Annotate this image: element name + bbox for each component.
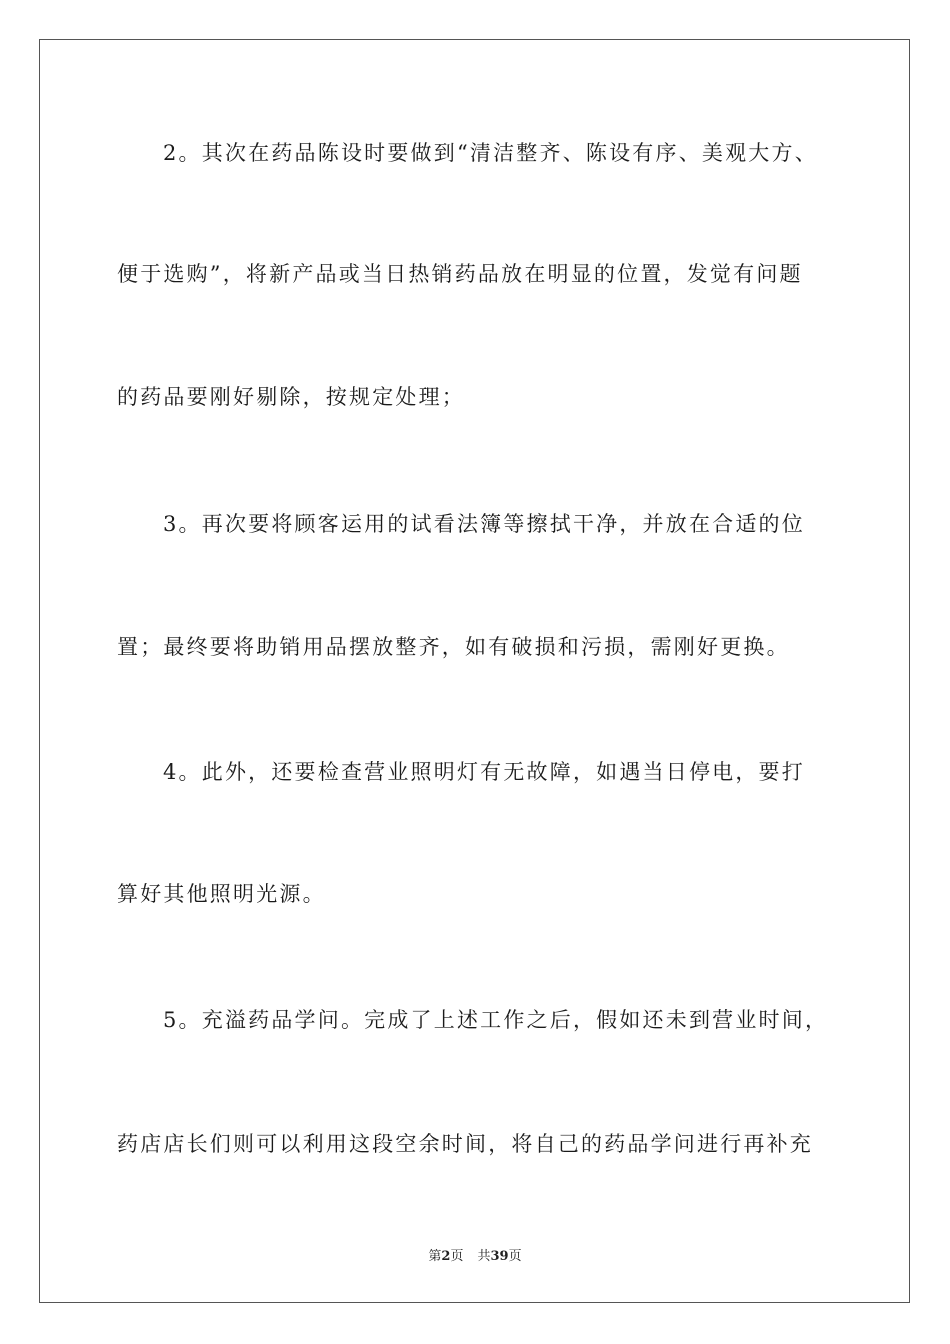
page-suffix: 页 xyxy=(450,1249,464,1264)
page-border xyxy=(39,39,910,1303)
page-number: 2 xyxy=(441,1249,451,1264)
paragraph-3-line-1: 3。再次要将顾客运用的试看法簿等擦拭干净，并放在合适的位 xyxy=(163,512,805,536)
paragraph-2-line-2: 便于选购”，将新产品或当日热销药品放在明显的位置，发觉有问题 xyxy=(117,262,803,286)
paragraph-3-line-2: 置；最终要将助销用品摆放整齐，如有破损和污损，需刚好更换。 xyxy=(117,635,790,659)
paragraph-4-line-1: 4。此外，还要检查营业照明灯有无故障，如遇当日停电，要打 xyxy=(163,760,805,784)
paragraph-5-line-2: 药店店长们则可以利用这段空余时间，将自己的药品学问进行再补充 xyxy=(117,1132,813,1156)
total-prefix: 共 xyxy=(477,1249,491,1264)
total-pages: 39 xyxy=(490,1249,509,1264)
total-suffix: 页 xyxy=(508,1249,522,1264)
paragraph-5-line-1: 5。充溢药品学问。完成了上述工作之后，假如还未到营业时间， xyxy=(163,1008,829,1032)
page-prefix: 第 xyxy=(428,1249,442,1264)
page-footer xyxy=(0,1248,950,1266)
paragraph-2-line-1: 2。其次在药品陈设时要做到“清洁整齐、陈设有序、美观大方、 xyxy=(163,141,818,165)
paragraph-4-line-2: 算好其他照明光源。 xyxy=(117,882,326,906)
paragraph-2-line-3: 的药品要刚好剔除，按规定处理； xyxy=(117,385,465,409)
